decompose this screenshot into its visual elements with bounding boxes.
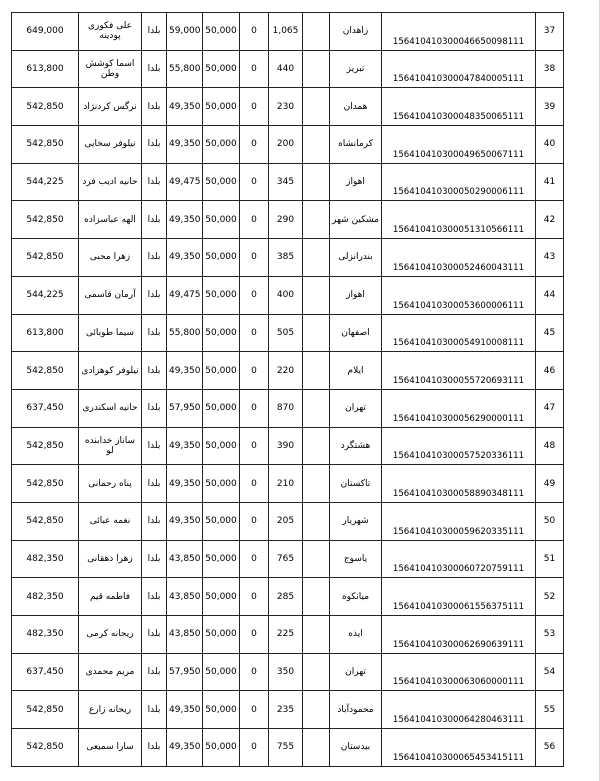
code-cell: 156410410300057520336111: [382, 427, 536, 465]
code-cell: 156410410300046650098111: [382, 13, 536, 51]
total-cell: 544,225: [12, 276, 79, 314]
payment-table: [11, 12, 564, 767]
city-cell: هشتگرد: [330, 427, 382, 465]
table-row: [12, 163, 564, 201]
amount2-cell: 59,000: [167, 13, 203, 51]
amount1-cell: 50,000: [203, 163, 240, 201]
code-cell: 156410410300052460043111: [382, 239, 536, 277]
zero-cell: 0: [240, 653, 269, 691]
code-cell: 156410410300063060000111: [382, 653, 536, 691]
zero-cell: 0: [240, 163, 269, 201]
city-cell: اهواز: [330, 276, 382, 314]
total-cell: 542,850: [12, 201, 79, 239]
total-cell: 542,850: [12, 691, 79, 729]
status-cell: بلدا: [142, 239, 167, 277]
index-cell: 51: [536, 540, 564, 578]
amount2-cell: 49,350: [167, 729, 203, 767]
status-cell: بلدا: [142, 729, 167, 767]
city-cell: اهواز: [330, 163, 382, 201]
status-cell: بلدا: [142, 691, 167, 729]
count-cell: 385: [269, 239, 303, 277]
table-row: [12, 50, 564, 88]
code-cell: 156410410300056290000111: [382, 389, 536, 427]
code-cell: 156410410300065453415111: [382, 729, 536, 767]
count-cell: 400: [269, 276, 303, 314]
zero-cell: 0: [240, 314, 269, 352]
blank-cell: [303, 616, 330, 654]
name-cell: نیلوفر سخایی: [79, 126, 142, 164]
count-cell: 505: [269, 314, 303, 352]
amount1-cell: 50,000: [203, 88, 240, 126]
name-cell: نغمه عبائی: [79, 502, 142, 540]
name-cell: نرگس کردنژاد: [79, 88, 142, 126]
city-cell: بیدستان: [330, 729, 382, 767]
amount1-cell: 50,000: [203, 50, 240, 88]
count-cell: 205: [269, 502, 303, 540]
table-row: [12, 13, 564, 51]
zero-cell: 0: [240, 540, 269, 578]
zero-cell: 0: [240, 50, 269, 88]
status-cell: بلدا: [142, 578, 167, 616]
status-cell: بلدا: [142, 88, 167, 126]
zero-cell: 0: [240, 13, 269, 51]
amount2-cell: 49,350: [167, 502, 203, 540]
name-cell: مریم محمدی: [79, 653, 142, 691]
status-cell: بلدا: [142, 163, 167, 201]
table-row: [12, 201, 564, 239]
index-cell: 55: [536, 691, 564, 729]
blank-cell: [303, 540, 330, 578]
amount2-cell: 43,850: [167, 578, 203, 616]
status-cell: بلدا: [142, 314, 167, 352]
zero-cell: 0: [240, 578, 269, 616]
count-cell: 755: [269, 729, 303, 767]
zero-cell: 0: [240, 389, 269, 427]
zero-cell: 0: [240, 616, 269, 654]
table-row: [12, 465, 564, 503]
code-cell: 156410410300062690639111: [382, 616, 536, 654]
amount2-cell: 43,850: [167, 540, 203, 578]
index-cell: 39: [536, 88, 564, 126]
count-cell: 1,065: [269, 13, 303, 51]
count-cell: 870: [269, 389, 303, 427]
count-cell: 285: [269, 578, 303, 616]
total-cell: 482,350: [12, 616, 79, 654]
total-cell: 613,800: [12, 314, 79, 352]
total-cell: 637,450: [12, 389, 79, 427]
amount2-cell: 49,350: [167, 88, 203, 126]
city-cell: تهران: [330, 653, 382, 691]
index-cell: 49: [536, 465, 564, 503]
amount2-cell: 57,950: [167, 389, 203, 427]
zero-cell: 0: [240, 352, 269, 390]
code-cell: 156410410300060720759111: [382, 540, 536, 578]
amount1-cell: 50,000: [203, 465, 240, 503]
table-row: [12, 540, 564, 578]
status-cell: بلدا: [142, 653, 167, 691]
status-cell: بلدا: [142, 502, 167, 540]
name-cell: اسما کوشش وطن: [79, 50, 142, 88]
table-row: [12, 578, 564, 616]
name-cell: آرمان قاسمی: [79, 276, 142, 314]
amount1-cell: 50,000: [203, 201, 240, 239]
blank-cell: [303, 50, 330, 88]
amount1-cell: 50,000: [203, 729, 240, 767]
table-row: [12, 352, 564, 390]
blank-cell: [303, 427, 330, 465]
total-cell: 542,850: [12, 502, 79, 540]
code-cell: 156410410300054910008111: [382, 314, 536, 352]
status-cell: بلدا: [142, 201, 167, 239]
amount1-cell: 50,000: [203, 239, 240, 277]
amount2-cell: 49,350: [167, 465, 203, 503]
blank-cell: [303, 201, 330, 239]
count-cell: 390: [269, 427, 303, 465]
count-cell: 765: [269, 540, 303, 578]
blank-cell: [303, 314, 330, 352]
total-cell: 542,850: [12, 126, 79, 164]
name-cell: ساناز خدابنده لو: [79, 427, 142, 465]
count-cell: 200: [269, 126, 303, 164]
city-cell: ایذه: [330, 616, 382, 654]
index-cell: 45: [536, 314, 564, 352]
zero-cell: 0: [240, 502, 269, 540]
table-row: [12, 389, 564, 427]
status-cell: بلدا: [142, 13, 167, 51]
name-cell: پناه رحمانی: [79, 465, 142, 503]
total-cell: 613,800: [12, 50, 79, 88]
amount2-cell: 49,350: [167, 691, 203, 729]
zero-cell: 0: [240, 239, 269, 277]
status-cell: بلدا: [142, 427, 167, 465]
total-cell: 542,850: [12, 729, 79, 767]
amount2-cell: 55,800: [167, 50, 203, 88]
status-cell: بلدا: [142, 465, 167, 503]
table-row: [12, 653, 564, 691]
table-row: [12, 729, 564, 767]
zero-cell: 0: [240, 691, 269, 729]
city-cell: محمودآباد: [330, 691, 382, 729]
count-cell: 345: [269, 163, 303, 201]
city-cell: تهران: [330, 389, 382, 427]
code-cell: 156410410300048350065111: [382, 88, 536, 126]
index-cell: 46: [536, 352, 564, 390]
count-cell: 210: [269, 465, 303, 503]
name-cell: سارا سمیعی: [79, 729, 142, 767]
zero-cell: 0: [240, 729, 269, 767]
name-cell: ریحانه کرمی: [79, 616, 142, 654]
blank-cell: [303, 163, 330, 201]
blank-cell: [303, 276, 330, 314]
index-cell: 48: [536, 427, 564, 465]
total-cell: 544,225: [12, 163, 79, 201]
name-cell: علی فکوری پودینه: [79, 13, 142, 51]
status-cell: بلدا: [142, 352, 167, 390]
blank-cell: [303, 465, 330, 503]
amount2-cell: 49,350: [167, 126, 203, 164]
amount2-cell: 49,350: [167, 201, 203, 239]
zero-cell: 0: [240, 201, 269, 239]
code-cell: 156410410300059620335111: [382, 502, 536, 540]
total-cell: 482,350: [12, 578, 79, 616]
blank-cell: [303, 239, 330, 277]
count-cell: 230: [269, 88, 303, 126]
index-cell: 42: [536, 201, 564, 239]
index-cell: 43: [536, 239, 564, 277]
total-cell: 482,350: [12, 540, 79, 578]
amount1-cell: 50,000: [203, 578, 240, 616]
amount1-cell: 50,000: [203, 13, 240, 51]
zero-cell: 0: [240, 126, 269, 164]
index-cell: 56: [536, 729, 564, 767]
name-cell: زهرا دهقانی: [79, 540, 142, 578]
amount1-cell: 50,000: [203, 389, 240, 427]
code-cell: 156410410300053600006111: [382, 276, 536, 314]
code-cell: 156410410300058890348111: [382, 465, 536, 503]
name-cell: ریحانه زارع: [79, 691, 142, 729]
blank-cell: [303, 729, 330, 767]
table-row: [12, 427, 564, 465]
status-cell: بلدا: [142, 276, 167, 314]
table-row: [12, 616, 564, 654]
total-cell: 542,850: [12, 88, 79, 126]
code-cell: 156410410300061556375111: [382, 578, 536, 616]
blank-cell: [303, 691, 330, 729]
city-cell: همدان: [330, 88, 382, 126]
count-cell: 290: [269, 201, 303, 239]
zero-cell: 0: [240, 427, 269, 465]
amount1-cell: 50,000: [203, 352, 240, 390]
city-cell: کرمانشاه: [330, 126, 382, 164]
amount1-cell: 50,000: [203, 540, 240, 578]
name-cell: فاطمه قیم: [79, 578, 142, 616]
amount2-cell: 49,350: [167, 427, 203, 465]
amount2-cell: 49,350: [167, 352, 203, 390]
code-cell: 156410410300049650067111: [382, 126, 536, 164]
amount2-cell: 43,850: [167, 616, 203, 654]
total-cell: 542,850: [12, 352, 79, 390]
total-cell: 542,850: [12, 427, 79, 465]
code-cell: 156410410300055720693111: [382, 352, 536, 390]
amount1-cell: 50,000: [203, 691, 240, 729]
amount2-cell: 55,800: [167, 314, 203, 352]
name-cell: الهه عباسزاده: [79, 201, 142, 239]
total-cell: 649,000: [12, 13, 79, 51]
blank-cell: [303, 126, 330, 164]
amount2-cell: 49,475: [167, 163, 203, 201]
status-cell: بلدا: [142, 50, 167, 88]
amount1-cell: 50,000: [203, 276, 240, 314]
table-row: [12, 126, 564, 164]
table-row: [12, 88, 564, 126]
table-row: [12, 502, 564, 540]
city-cell: اصفهان: [330, 314, 382, 352]
city-cell: یاسوج: [330, 540, 382, 578]
zero-cell: 0: [240, 88, 269, 126]
index-cell: 41: [536, 163, 564, 201]
table-row: [12, 691, 564, 729]
city-cell: تبریز: [330, 50, 382, 88]
amount1-cell: 50,000: [203, 314, 240, 352]
zero-cell: 0: [240, 465, 269, 503]
name-cell: زهرا محبی: [79, 239, 142, 277]
count-cell: 235: [269, 691, 303, 729]
index-cell: 40: [536, 126, 564, 164]
status-cell: بلدا: [142, 126, 167, 164]
count-cell: 220: [269, 352, 303, 390]
code-cell: 156410410300050290006111: [382, 163, 536, 201]
amount1-cell: 50,000: [203, 616, 240, 654]
city-cell: زاهدان: [330, 13, 382, 51]
code-cell: 156410410300051310566111: [382, 201, 536, 239]
name-cell: سیما طوبائی: [79, 314, 142, 352]
amount1-cell: 50,000: [203, 126, 240, 164]
zero-cell: 0: [240, 276, 269, 314]
name-cell: نیلوفر کوهزادی: [79, 352, 142, 390]
blank-cell: [303, 352, 330, 390]
total-cell: 542,850: [12, 239, 79, 277]
count-cell: 440: [269, 50, 303, 88]
index-cell: 44: [536, 276, 564, 314]
blank-cell: [303, 389, 330, 427]
code-cell: 156410410300047840005111: [382, 50, 536, 88]
blank-cell: [303, 578, 330, 616]
blank-cell: [303, 653, 330, 691]
blank-cell: [303, 13, 330, 51]
table-row: [12, 314, 564, 352]
status-cell: بلدا: [142, 389, 167, 427]
city-cell: مشکین شهر: [330, 201, 382, 239]
index-cell: 38: [536, 50, 564, 88]
amount1-cell: 50,000: [203, 427, 240, 465]
count-cell: 225: [269, 616, 303, 654]
index-cell: 47: [536, 389, 564, 427]
table-row: [12, 239, 564, 277]
name-cell: حانیه اسکندری: [79, 389, 142, 427]
city-cell: میانکوه: [330, 578, 382, 616]
city-cell: تاکستان: [330, 465, 382, 503]
count-cell: 350: [269, 653, 303, 691]
index-cell: 54: [536, 653, 564, 691]
code-cell: 156410410300064280463111: [382, 691, 536, 729]
name-cell: حانیه ادیب فرد: [79, 163, 142, 201]
total-cell: 542,850: [12, 465, 79, 503]
amount1-cell: 50,000: [203, 653, 240, 691]
blank-cell: [303, 502, 330, 540]
city-cell: شهریار: [330, 502, 382, 540]
index-cell: 53: [536, 616, 564, 654]
status-cell: بلدا: [142, 616, 167, 654]
index-cell: 37: [536, 13, 564, 51]
amount2-cell: 49,350: [167, 239, 203, 277]
amount2-cell: 57,950: [167, 653, 203, 691]
city-cell: ایلام: [330, 352, 382, 390]
amount2-cell: 49,475: [167, 276, 203, 314]
blank-cell: [303, 88, 330, 126]
index-cell: 50: [536, 502, 564, 540]
table-row: [12, 276, 564, 314]
amount1-cell: 50,000: [203, 502, 240, 540]
total-cell: 637,450: [12, 653, 79, 691]
index-cell: 52: [536, 578, 564, 616]
status-cell: بلدا: [142, 540, 167, 578]
city-cell: بندرانزلی: [330, 239, 382, 277]
